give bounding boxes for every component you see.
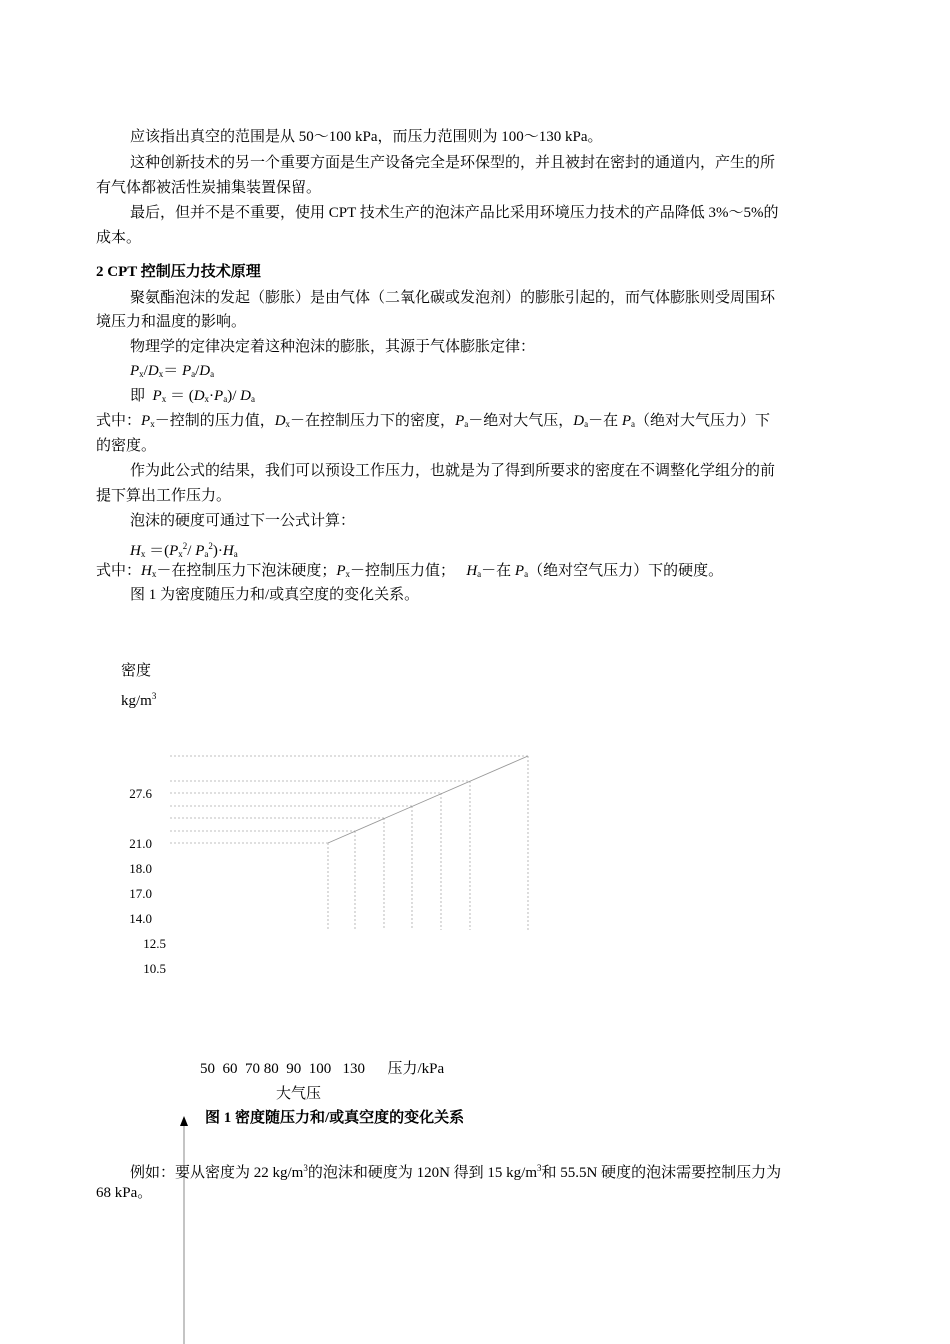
paragraph-expansion-line2: 境压力和温度的影响。 <box>96 314 247 330</box>
where-text: －绝对大气压， <box>468 413 574 429</box>
paragraph-vacuum-range: 应该指出真空的范围是从 50～100 kPa，而压力范围则为 100～130 kPa。 <box>130 129 603 145</box>
paragraph-result-line2: 提下算出工作压力。 <box>96 488 232 504</box>
y-tick-label: 21.0 <box>129 836 152 851</box>
where-line-2: 式中：$H_x-$在控制压力下泡沫硬度；$P_x-$控制压力值； $H_a-$在 $P_a$（绝对空气压力）下的硬度。 <box>96 563 724 579</box>
paragraph-result-line1: 作为此公式的结果，我们可以预设工作压力，也就是为了得到所要求的密度在不调整化学组分的前 <box>130 463 776 479</box>
x-tick-label: 60 <box>222 1061 238 1077</box>
x-tick-label: 90 <box>286 1061 302 1077</box>
figure-caption: 图 1 密度随压力和/或真空度的变化关系 <box>205 1110 465 1126</box>
chart-series-line <box>328 756 528 843</box>
where-text: －控制的压力值， <box>154 413 275 429</box>
y-tick-label: 10.5 <box>143 961 166 976</box>
where-text: －在控制压力下的密度， <box>290 413 456 429</box>
example-text: 的泡沫和硬度为 120N 得到 15 kg/m <box>307 1165 538 1181</box>
example-line1: 例如：要从密度为 22 $kg/m^3$的泡沫和硬度为 120N 得到 15 $kg/m^3$和 55.5N 硬度的泡沫需要控制压力为 <box>130 1163 782 1181</box>
y-tick-label: 12.5 <box>143 936 166 951</box>
paragraph-eco-line2: 有气体都被活性炭捕集装置保留。 <box>96 180 322 196</box>
formula-hardness: $H_x =(P_x^2/$ $P_a^2)\cdot H_a$ <box>130 541 238 559</box>
where-text: （绝对大气压力）下 <box>635 413 771 429</box>
paragraph-hardness: 泡沫的硬度可通过下一公式计算： <box>130 513 356 529</box>
x-ticks <box>200 1058 444 1080</box>
x-tick-label: 70 <box>245 1061 260 1077</box>
paragraph-eco-line1: 这种创新技术的另一个重要方面是生产设备完全是环保型的，并且被封在密封的通道内，产生的所 <box>130 155 776 171</box>
chart-yunit: $kg/m^3$ <box>121 691 157 709</box>
where-label: 式中： <box>96 413 142 429</box>
formula-pressure: 即 $P_x = (D_x\cdot P_a)/$ $D_a$ <box>130 388 255 404</box>
x-tick-label: 100 <box>308 1061 332 1077</box>
paragraph-law: 物理学的定律决定着这种泡沫的膨胀，其源于气体膨胀定律： <box>130 339 536 355</box>
where-text: －在 <box>588 413 619 429</box>
x-tick-label: 80 <box>263 1061 279 1077</box>
where-line-1b: 的密度。 <box>96 438 157 454</box>
where-line-1: 式中：$P_x-$控制的压力值，$D_x-$在控制压力下的密度，$P_a-$绝对大气压，$D_a-$在 $P_a$（绝对大气压力）下 <box>96 413 771 429</box>
y-tick-label: 14.0 <box>129 911 152 926</box>
paragraph-figure-intro: 图 1 为密度随压力和/或真空度的变化关系。 <box>130 587 420 603</box>
y-tick-label: 27.6 <box>129 786 152 801</box>
chart-yunit-text: kg/m <box>121 693 152 709</box>
chart-ylabel: 密度 <box>121 663 152 679</box>
x-note: 大气压 <box>276 1086 322 1102</box>
chart-guides <box>170 756 528 930</box>
paragraph-expansion-line1: 聚氨酯泡沫的发起（膨胀）是由气体（二氧化碳或发泡剂）的膨胀引起的，而气体膨胀则受周围环 <box>130 290 776 306</box>
example-line2: 68 kPa。 <box>96 1185 153 1201</box>
where-text: －在 <box>481 563 512 579</box>
x-tick-label: 130 <box>342 1061 365 1077</box>
where-text: －在控制压力下泡沫硬度； <box>156 563 337 579</box>
example-text: 例如：要从密度为 22 kg/m <box>130 1165 304 1181</box>
formula-prefix: 即 <box>130 388 146 404</box>
section-heading: 2 CPT 控制压力技术原理 <box>96 264 261 280</box>
where-text: －控制压力值； <box>350 563 456 579</box>
y-axis-arrow <box>180 1116 188 1126</box>
where-label: 式中： <box>96 563 142 579</box>
formula-density-ratio: $P_x/D_x= P_a/D_a$ <box>130 363 215 379</box>
example-text: 和 55.5N 硬度的泡沫需要控制压力为 <box>541 1165 782 1181</box>
y-tick-label: 18.0 <box>129 861 152 876</box>
paragraph-cost-line2: 成本。 <box>96 230 142 246</box>
x-axis-label: 压力/kPa <box>387 1061 445 1077</box>
x-tick-label: 50 <box>200 1061 215 1077</box>
paragraph-cost-line1: 最后，但并不是不重要，使用 CPT 技术生产的泡沫产品比采用环境压力技术的产品降低 3%～5%的 <box>130 205 779 221</box>
y-tick-label: 17.0 <box>129 886 152 901</box>
where-text: （绝对空气压力）下的硬度。 <box>528 563 724 579</box>
